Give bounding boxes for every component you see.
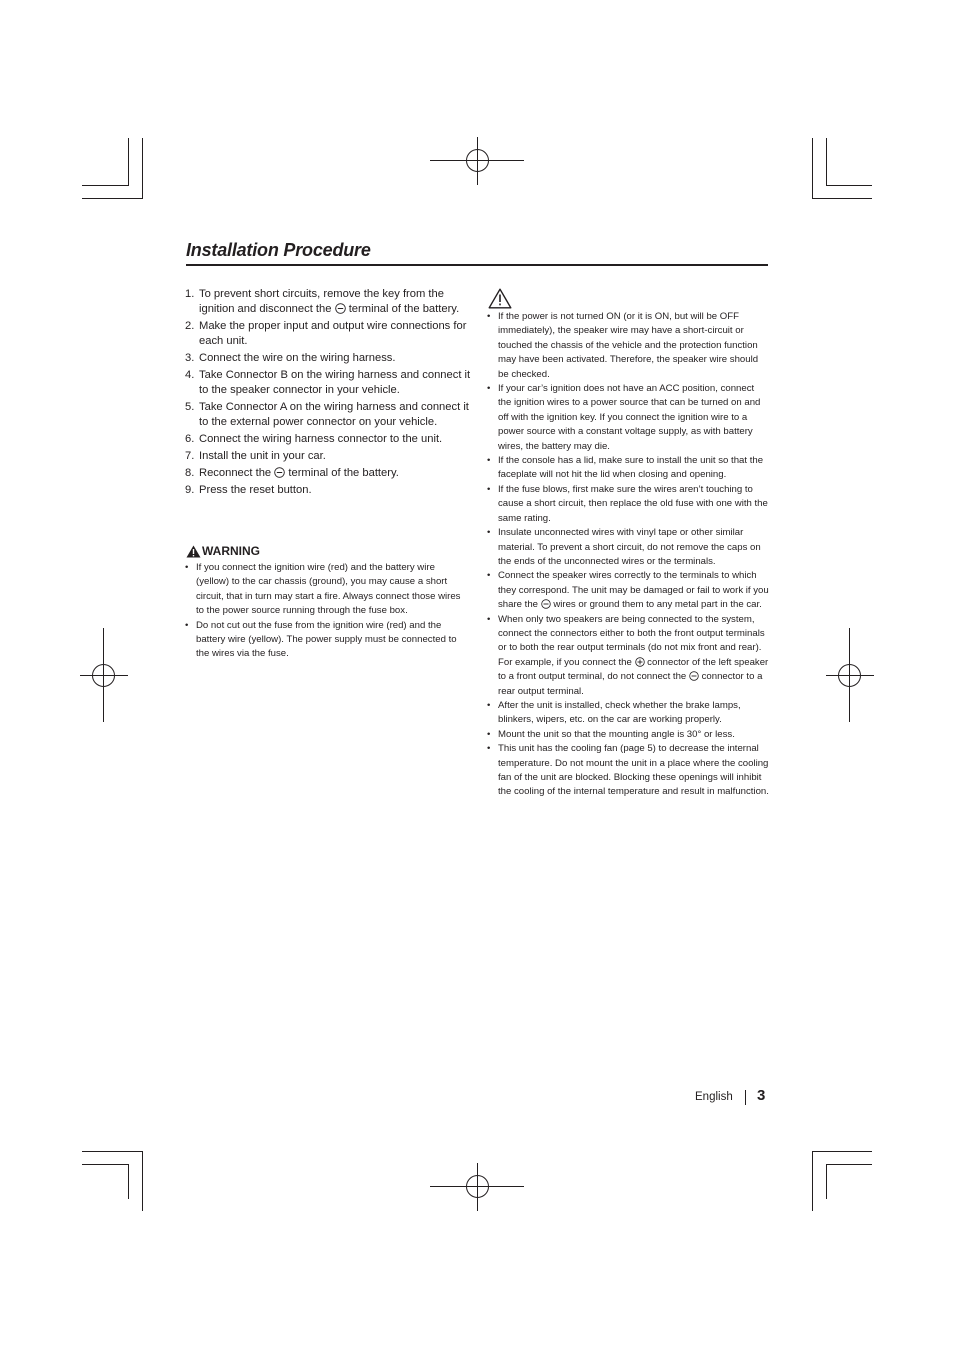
- warning-triangle-icon: [186, 545, 201, 558]
- list-item: • Do not cut out the fuse from the ignition wire (red) and the battery wire (yellow). The power supply must be connected to the wires via the fuse.: [185, 619, 457, 660]
- step-item: 1. To prevent short circuits, remove the key from the ignition and disconnect the terminal of the battery.: [185, 288, 460, 315]
- footer-divider: [745, 1090, 746, 1105]
- step-item: 8. Reconnect the terminal of the battery.: [185, 467, 399, 479]
- registration-target-left: [80, 628, 128, 722]
- page-title: Installation Procedure: [186, 240, 371, 260]
- list-item: • Connect the speaker wires correctly to the terminals to which they correspond. The unit may be damaged or fail to work if you share the wires or ground them to any metal part in the car.: [487, 570, 769, 611]
- registration-target-right: [826, 628, 874, 722]
- caution-list: [486, 310, 770, 800]
- minus-terminal-icon: [689, 671, 699, 681]
- minus-terminal-icon: [541, 599, 551, 609]
- page-number: 3: [757, 1087, 766, 1104]
- list-item: • Insulate unconnected wires with vinyl tape or other similar material. To prevent a short circuit, do not remove the caps on the ends of the unconnected wires or the terminals.: [487, 527, 761, 567]
- step-item: 5. Take Connector A on the wiring harness and connect it to the external power connector on your vehicle.: [185, 401, 469, 428]
- list-item: • This unit has the cooling fan (page 5) to decrease the internal temperature. Do not mount the unit in a place where the cooling fan of the unit are blocked. Blocking these openings will inhibit the cooling of the internal temperature and result in malfunction.: [487, 743, 769, 798]
- title-rule: [186, 264, 768, 266]
- list-item: • When only two speakers are being connected to the system, connect the connectors either to both the front output terminals or to both the rear output terminals (do not mix front and rear). For example, if you connect the connector of the left speaker to a front output terminal, do not connect the connector to a rear output terminal.: [487, 613, 769, 697]
- warning-list: [184, 561, 469, 662]
- list-item: • If you connect the ignition wire (red) and the battery wire (yellow) to the car chassis (ground), you may cause a short circuit, that in turn may start a fire. Always connect those wires to the power source running through the fuse box.: [185, 562, 461, 617]
- registration-target-bottom: [430, 1163, 524, 1211]
- procedure-steps: [181, 287, 471, 500]
- list-item: • If your car’s ignition does not have an ACC position, connect the ignition wires to a power source that can be turned on and off with the ignition key. If you connect the ignition wire to a power source with a constant voltage supply, as with battery wires, the battery may die.: [487, 383, 761, 452]
- step-item: 9. Press the reset button.: [185, 484, 312, 496]
- list-item: • Mount the unit so that the mounting angle is 30° or less.: [487, 728, 735, 740]
- minus-terminal-icon: [274, 467, 285, 478]
- list-item: • If the console has a lid, make sure to install the unit so that the faceplate will not hit the lid when closing and opening.: [487, 455, 764, 481]
- step-item: 2. Make the proper input and output wire connections for each unit.: [185, 320, 467, 347]
- footer-language: English: [695, 1091, 733, 1103]
- step-item: 4. Take Connector B on the wiring harness and connect it to the speaker connector in your vehicle.: [185, 369, 471, 396]
- step-item: 6. Connect the wiring harness connector to the unit.: [185, 433, 443, 445]
- list-item: • If the fuse blows, first make sure the wires aren’t touching to cause a short circuit, then replace the old fuse with one with the same rating.: [487, 483, 768, 524]
- step-item: 3. Connect the wire on the wiring harness.: [185, 352, 396, 364]
- minus-terminal-icon: [335, 303, 346, 314]
- step-item: 7. Install the unit in your car.: [185, 450, 326, 462]
- list-item: • After the unit is installed, check whether the brake lamps, blinkers, wipers, etc. on the car are working properly.: [487, 699, 741, 726]
- warning-heading: WARNING: [186, 544, 260, 558]
- list-item: • If the power is not turned ON (or it is ON, but will be OFF immediately), the speaker wire may have a short-circuit or touched the chassis of the vehicle and the protection function may have been activated. Therefore, the speaker wire should be checked.: [487, 311, 759, 380]
- plus-terminal-icon: [635, 657, 645, 667]
- registration-target-top: [430, 137, 524, 185]
- caution-triangle-icon: [488, 288, 512, 309]
